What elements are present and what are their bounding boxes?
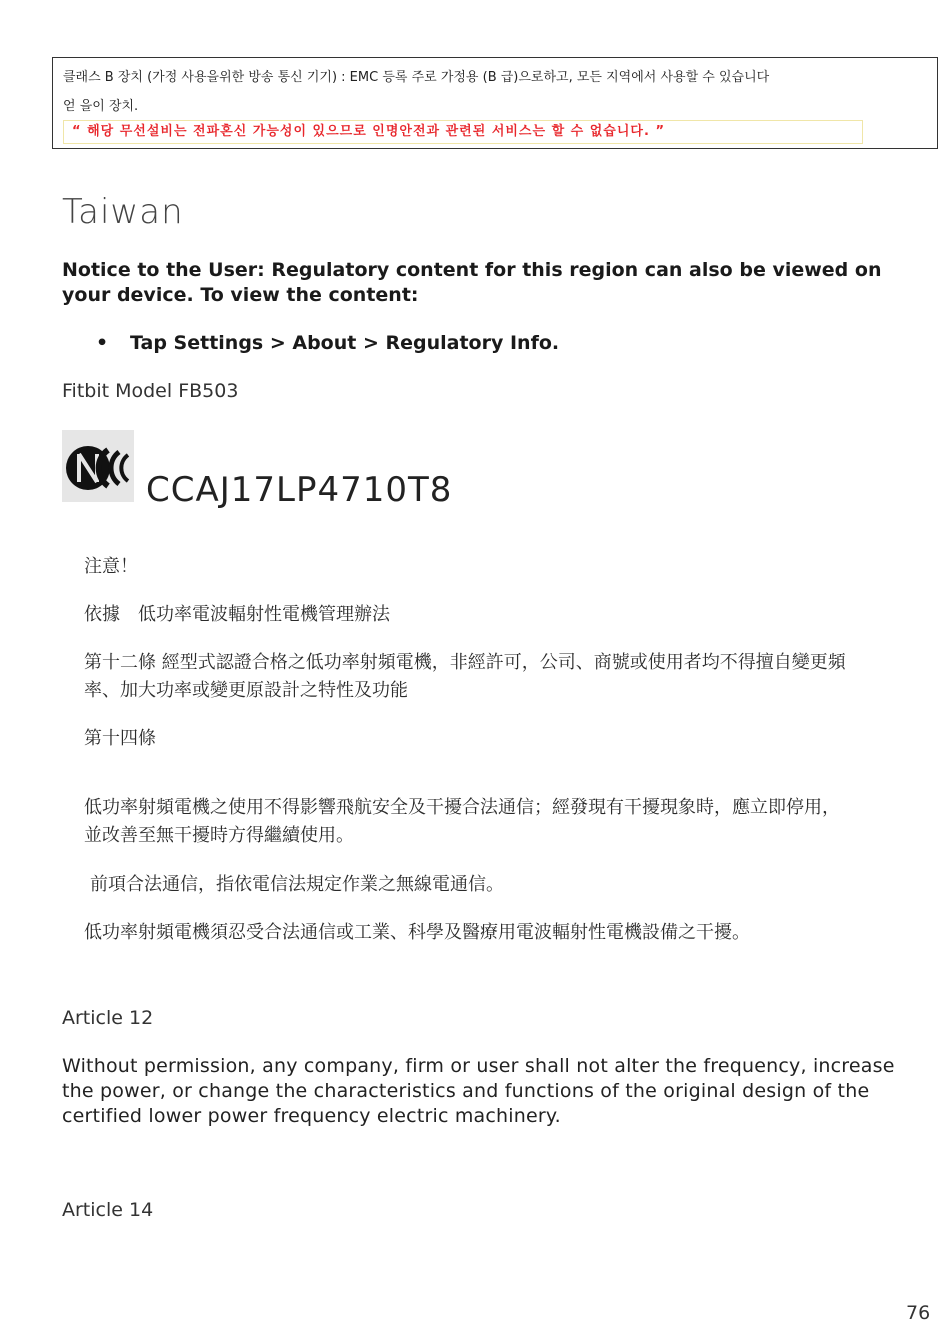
zh-article14-line4: 低功率射頻電機須忍受合法通信或工業、科學及醫療用電波輻射性電機設備之干擾。 xyxy=(84,922,750,943)
korean-notice-line2: 얻 을이 장치. xyxy=(63,99,139,114)
page-title: Taiwan xyxy=(62,192,184,232)
zh-article14-heading: 第十四條 xyxy=(84,728,156,749)
zh-article12-line1: 第十二條 經型式認證合格之低功率射頻電機，非經許可，公司、商號或使用者均不得擅自變更頻 xyxy=(84,652,846,673)
zh-article14-line1: 低功率射頻電機之使用不得影響飛航安全及干擾合法通信；經發現有干擾現象時，應立即停用， xyxy=(84,797,840,818)
article12-body: Without permission, any company, firm or user shall not alter the frequency, increase the power, or change the characteristics and functions of the original design of the certified lower power frequency electric machinery. xyxy=(62,1055,895,1127)
korean-notice-box xyxy=(52,57,938,149)
korean-warning: “ 해당 무선설비는 전파혼신 가능성이 있으므로 인명안전과 관련된 서비스는 할 수 없습니다. ” xyxy=(63,120,863,144)
model-label: Fitbit Model FB503 xyxy=(62,380,239,402)
zh-attention: 注意！ xyxy=(84,556,138,577)
bullet-icon: • xyxy=(96,332,109,354)
article12-heading: Article 12 xyxy=(62,1007,154,1029)
article14-heading: Article 14 xyxy=(62,1199,154,1221)
zh-law: 依據 低功率電波輻射性電機管理辦法 xyxy=(84,604,390,625)
bullet-text: Tap Settings > About > Regulatory Info. xyxy=(130,332,560,354)
zh-article14-line2: 並改善至無干擾時方得繼續使用。 xyxy=(84,825,354,846)
page-number: 76 xyxy=(906,1302,931,1324)
user-notice: Notice to the User: Regulatory content for this region can also be viewed on your device. To view the content: xyxy=(62,259,882,306)
ncc-id: CCAJ17LP4710T8 xyxy=(146,470,453,510)
ncc-logo-icon xyxy=(62,430,134,502)
zh-article12-line2: 率、加大功率或變更原設計之特性及功能 xyxy=(84,680,408,701)
zh-article14-line3: 前項合法通信，指依電信法規定作業之無線電通信。 xyxy=(90,874,504,895)
korean-notice-line1: 클래스 B 장치 (가정 사용을위한 방송 통신 기기) : EMC 등록 주로 가정용 (B 급)으로하고, 모든 지역에서 사용할 수 있습니다 xyxy=(63,70,770,85)
